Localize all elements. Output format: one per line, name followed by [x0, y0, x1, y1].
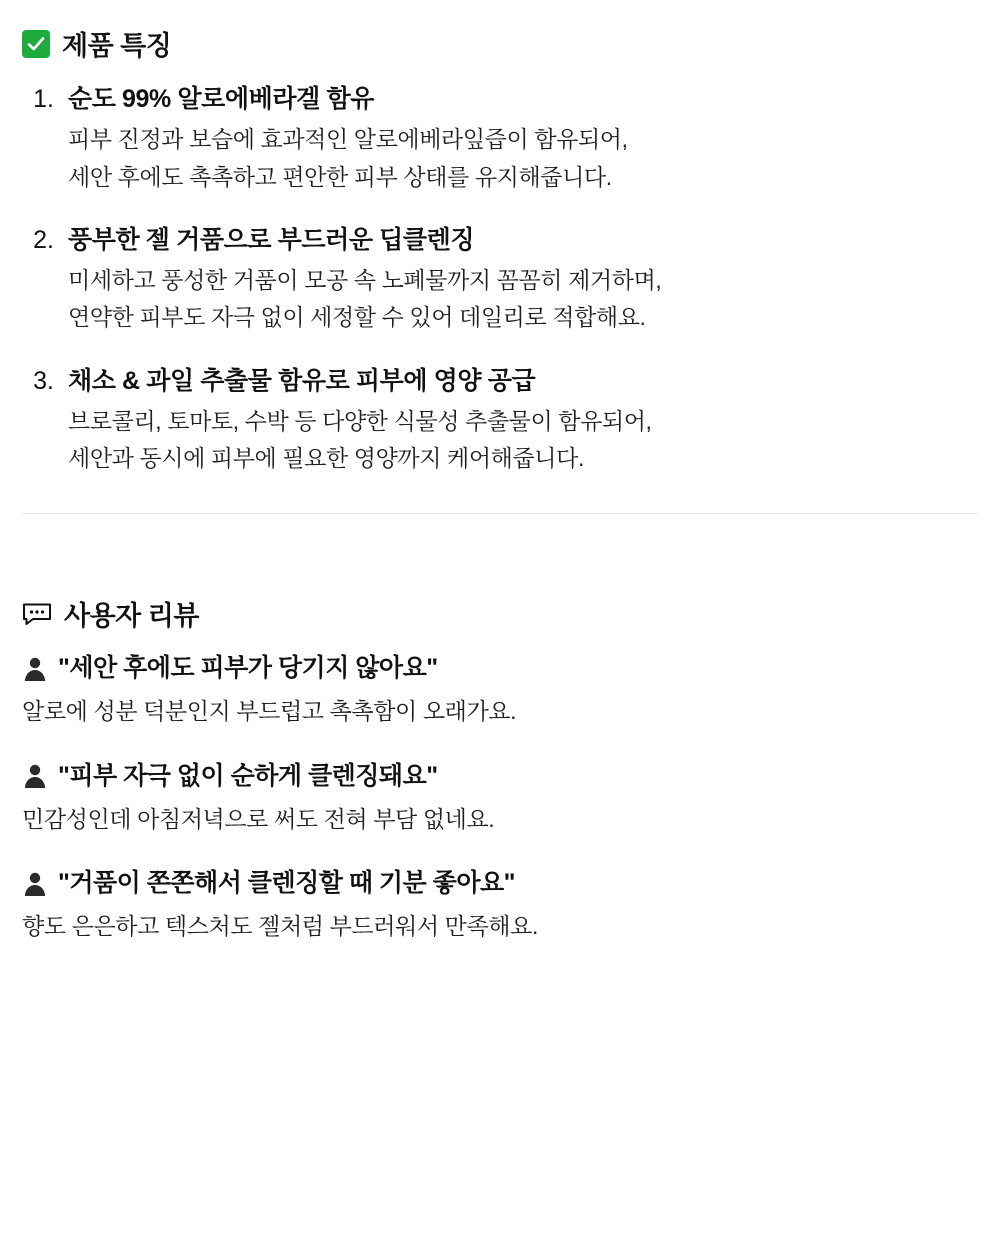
list-item — [22, 81, 978, 196]
features-section-title: 제품 특징 — [62, 31, 172, 61]
feature-title: 채소 & 과일 추출물 함유로 피부에 영양 공급 — [68, 366, 536, 395]
review-quote: "거품이 쫀쫀해서 클렌징할 때 기분 좋아요" — [58, 869, 515, 898]
feature-description-line: 세안과 동시에 피부에 필요한 영양까지 케어해줍니다. — [68, 445, 584, 471]
feature-body — [68, 81, 978, 196]
list-item — [22, 759, 978, 837]
review-body: 알로에 성분 덕분인지 부드럽고 촉촉함이 오래가요. — [22, 698, 517, 725]
feature-description-line: 연약한 피부도 자극 없이 세정할 수 있어 데일리로 적합해요. — [68, 304, 646, 331]
check-box-icon — [22, 30, 50, 58]
feature-number: 3. — [33, 366, 54, 395]
speech-bubble-icon — [22, 601, 52, 627]
feature-number: 1. — [33, 85, 54, 113]
list-item — [22, 866, 978, 944]
feature-title: 풍부한 젤 거품으로 부드러운 딥클렌징 — [68, 225, 475, 254]
feature-description — [68, 262, 978, 337]
feature-description-line: 세안 후에도 촉촉하고 편안한 피부 상태를 유지해줍니다. — [68, 163, 612, 190]
feature-number: 2. — [33, 225, 54, 254]
features-list — [22, 81, 978, 477]
review-header — [22, 651, 978, 686]
person-icon — [22, 870, 48, 898]
feature-description — [68, 403, 978, 478]
feature-description-line: 피부 진정과 보습에 효과적인 알로에베라잎즙이 함유되어, — [68, 126, 628, 153]
feature-description-line: 미세하고 풍성한 거품이 모공 속 노폐물까지 꼼꼼히 제거하며, — [68, 267, 662, 293]
feature-body — [68, 222, 978, 337]
list-item — [22, 363, 978, 478]
review-header — [22, 866, 978, 901]
spacer — [22, 514, 978, 588]
reviews-section-title: 사용자 리뷰 — [64, 601, 199, 632]
feature-description-line: 브로콜리, 토마토, 수박 등 다양한 식물성 추출물이 함유되어, — [68, 407, 652, 434]
review-body: 민감성인데 아침저녁으로 써도 전혀 부담 없네요. — [22, 805, 495, 832]
reviews-section-header — [22, 594, 978, 633]
feature-body — [68, 363, 978, 478]
review-quote: "피부 자극 없이 순하게 클렌징돼요" — [58, 761, 438, 790]
reviews-list — [22, 651, 978, 944]
person-icon — [22, 762, 48, 790]
feature-description — [68, 121, 978, 196]
list-item — [22, 651, 978, 729]
review-header — [22, 759, 978, 794]
person-icon — [22, 655, 48, 683]
features-section-header — [22, 24, 978, 63]
review-body: 향도 은은하고 텍스처도 젤처럼 부드러워서 만족해요. — [22, 913, 538, 940]
feature-title: 순도 99% 알로에베라겔 함유 — [68, 85, 374, 113]
review-quote: "세안 후에도 피부가 당기지 않아요" — [58, 654, 438, 683]
list-item — [22, 222, 978, 337]
